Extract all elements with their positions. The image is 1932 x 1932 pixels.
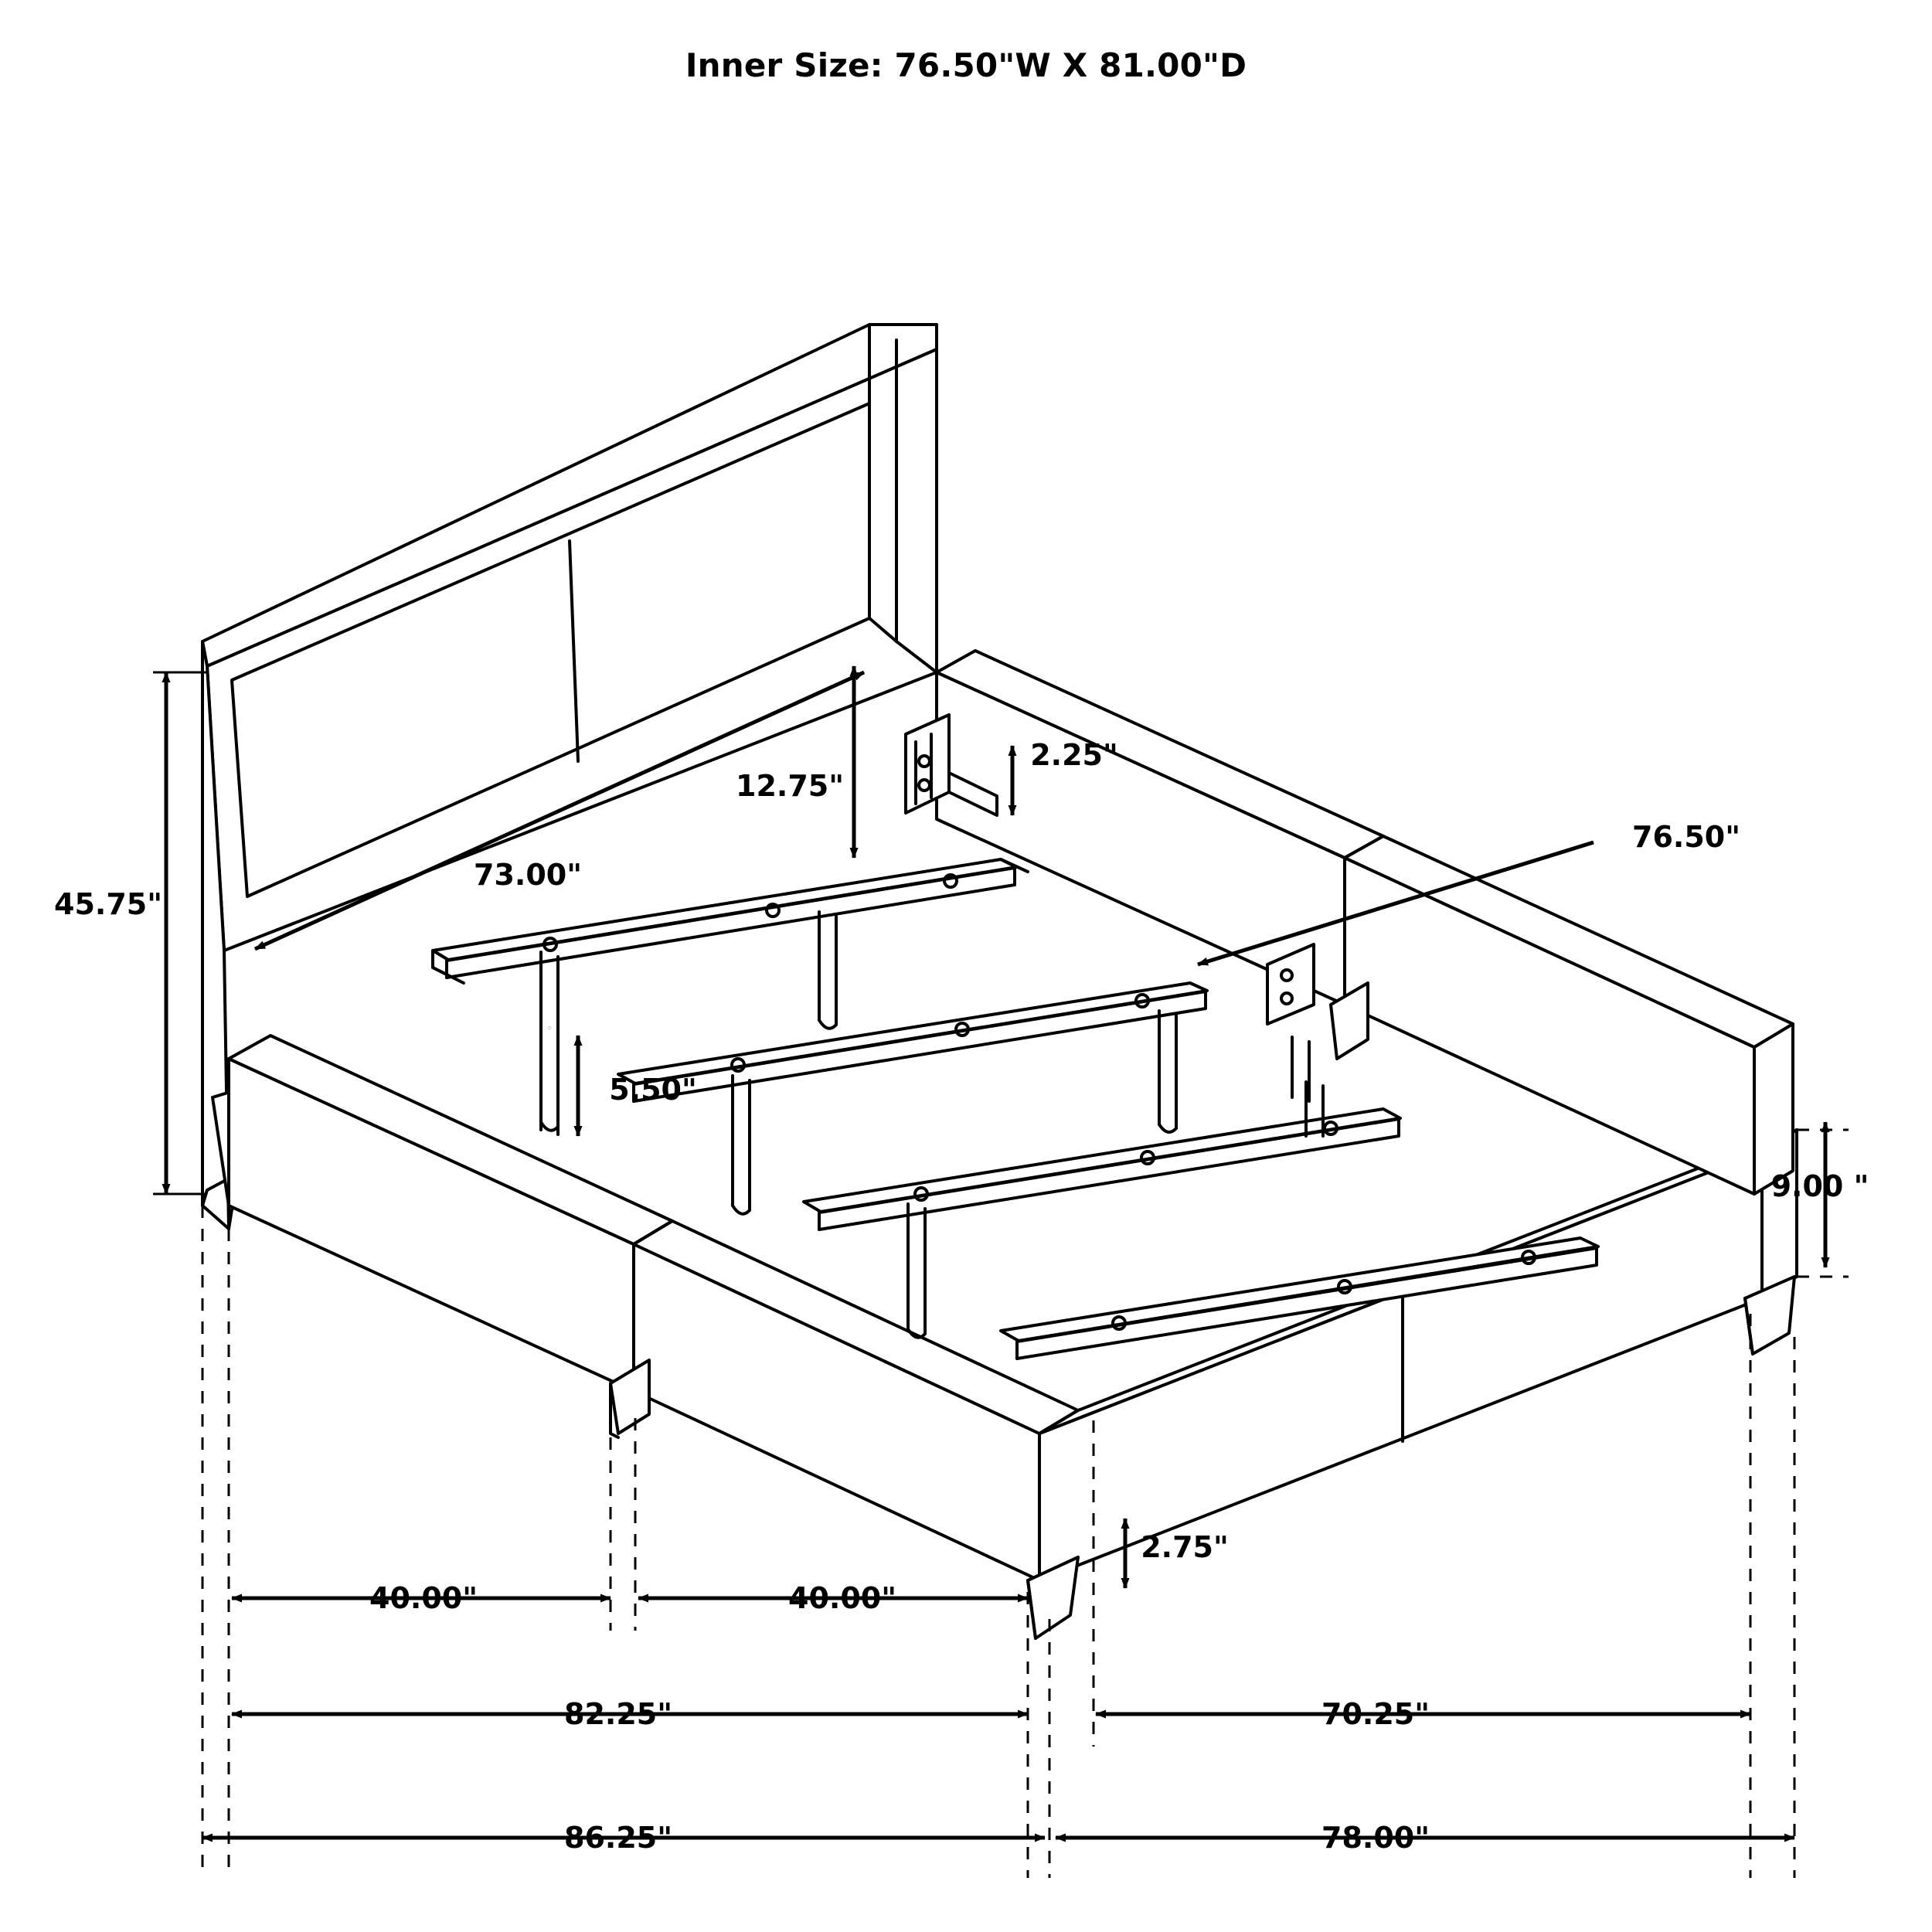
dimension-label-inner-width: 76.50" bbox=[1632, 820, 1740, 854]
dimension-label-overall-length-left: 86.25" bbox=[564, 1821, 672, 1855]
dimension-label-side-rail-height: 9.00 " bbox=[1770, 1169, 1869, 1203]
dimension-label-inner-length-left: 82.25" bbox=[564, 1697, 672, 1731]
dimension-label-headboard-panel-height: 12.75" bbox=[736, 769, 844, 803]
dimension-label-overall-length-right: 78.00" bbox=[1321, 1821, 1430, 1855]
dimension-label-rail-thickness: 2.25" bbox=[1030, 738, 1118, 772]
dimension-label-left-span: 40.00" bbox=[369, 1581, 478, 1615]
dimension-label-slat-leg-height: 5.50" bbox=[609, 1073, 697, 1107]
dimension-label-right-span: 40.00" bbox=[788, 1581, 896, 1615]
dimension-label-headboard-height: 45.75" bbox=[54, 887, 162, 921]
dimension-label-footboard-leg-height: 2.75" bbox=[1141, 1530, 1229, 1564]
bed-geometry bbox=[202, 325, 1797, 1638]
dimension-label-inner-length-right: 70.25" bbox=[1321, 1697, 1430, 1731]
page-title: Inner Size: 76.50"W X 81.00"D bbox=[685, 46, 1247, 84]
dimension-label-headboard-panel-width: 73.00" bbox=[474, 858, 582, 892]
